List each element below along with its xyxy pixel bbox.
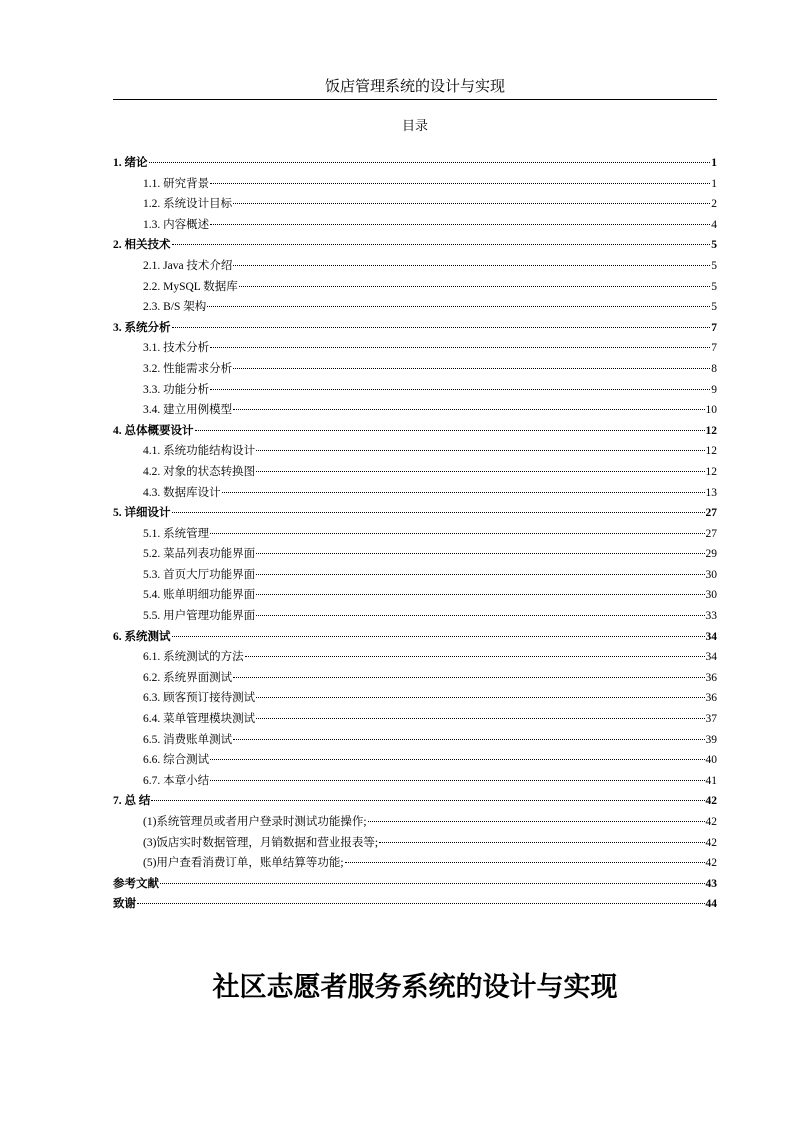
toc-page-number: 34 (705, 651, 717, 664)
toc-section-entry[interactable] (113, 175, 717, 196)
toc-page-number: 30 (705, 568, 717, 581)
toc-page-number: 27 (705, 507, 717, 520)
toc-section-entry[interactable] (113, 257, 717, 278)
toc-section-entry[interactable] (113, 278, 717, 299)
toc-dot-leader (172, 244, 711, 245)
toc-entry-label: 2.2. MySQL 数据库 (143, 280, 238, 293)
toc-dot-leader (233, 265, 710, 266)
toc-section-entry[interactable] (113, 216, 717, 237)
toc-page-number: 42 (705, 857, 717, 870)
toc-entry-label: 5.1. 系统管理 (143, 527, 210, 540)
toc-dot-leader (210, 224, 710, 225)
toc-entry-label: 1.2. 系统设计目标 (143, 198, 233, 211)
toc-dot-leader (195, 430, 705, 431)
toc-page-number: 33 (705, 610, 717, 623)
toc-page-number: 37 (705, 713, 717, 726)
toc-chapter-entry[interactable] (113, 895, 717, 916)
toc-section-entry[interactable] (113, 689, 717, 710)
toc-entry-label: 4.3. 数据库设计 (143, 486, 221, 499)
toc-page-number: 12 (705, 424, 717, 437)
toc-entry-label: 参考文献 (113, 877, 159, 890)
toc-page-number: 12 (705, 445, 717, 458)
toc-section-entry[interactable] (113, 772, 717, 793)
toc-entry-label: 5.2. 菜品列表功能界面 (143, 548, 256, 561)
toc-section-entry[interactable] (113, 442, 717, 463)
toc-entry-label: 1. 绪论 (113, 157, 148, 169)
toc-section-entry[interactable] (113, 360, 717, 381)
toc-entry-label: 5.4. 账单明细功能界面 (143, 589, 256, 602)
toc-section-entry[interactable] (113, 525, 717, 546)
toc-dot-leader (256, 697, 704, 698)
toc-dot-leader (149, 162, 711, 163)
toc-dot-leader (256, 594, 704, 595)
toc-entry-label: 2.3. B/S 架构 (143, 301, 207, 314)
toc-dot-leader (210, 389, 710, 390)
toc-dot-leader (207, 306, 710, 307)
toc-page-number: 39 (705, 733, 717, 746)
toc-page-number: 5 (711, 280, 717, 293)
toc-section-entry[interactable] (113, 710, 717, 731)
toc-dot-leader (172, 636, 705, 637)
toc-page-number: 36 (705, 671, 717, 684)
toc-entry-label: 6.4. 菜单管理模块测试 (143, 713, 256, 726)
toc-chapter-entry[interactable] (113, 792, 717, 813)
toc-page-number: 27 (705, 527, 717, 540)
toc-dot-leader (210, 183, 710, 184)
toc-page-number: 12 (705, 465, 717, 478)
toc-dot-leader (256, 471, 704, 472)
toc-chapter-entry[interactable] (113, 236, 717, 257)
toc-dot-leader (239, 286, 710, 287)
toc-section-entry[interactable] (113, 731, 717, 752)
toc-page-number: 10 (705, 404, 717, 417)
header-rule (113, 99, 717, 100)
toc-section-entry[interactable] (113, 669, 717, 690)
toc-section-entry[interactable] (113, 339, 717, 360)
toc-page-number: 1 (711, 157, 717, 169)
toc-entry-label: 6. 系统测试 (113, 630, 171, 643)
toc-page-number: 30 (705, 589, 717, 602)
toc-page-number: 41 (705, 774, 717, 787)
toc-section-entry[interactable] (113, 566, 717, 587)
toc-dot-leader (222, 492, 705, 493)
toc-section-entry[interactable] (113, 381, 717, 402)
toc-chapter-entry[interactable] (113, 504, 717, 525)
toc-dot-leader (137, 903, 705, 904)
table-of-contents (113, 154, 717, 916)
toc-page-number: 7 (711, 321, 717, 334)
toc-entry-label: (1)系统管理员或者用户登录时测试功能操作; (143, 816, 367, 828)
toc-page-number: 43 (705, 877, 717, 890)
toc-dot-leader (379, 842, 704, 843)
toc-page-number: 13 (705, 486, 717, 499)
toc-dot-leader (245, 656, 705, 657)
toc-dot-leader (160, 883, 705, 884)
toc-page-number: 7 (711, 342, 717, 355)
toc-dot-leader (172, 512, 705, 513)
toc-page-number: 42 (705, 795, 717, 808)
running-header: 饭店管理系统的设计与实现 (324, 79, 505, 95)
toc-page-number: 40 (705, 754, 717, 767)
toc-entry-label: 4.2. 对象的状态转换图 (143, 465, 256, 478)
toc-entry-label: 6.3. 顾客预订接待测试 (143, 692, 256, 705)
toc-entry-label: (3)饭店实时数据管理，月销数据和营业报表等; (143, 836, 379, 849)
toc-page-number: 44 (705, 898, 717, 911)
toc-section-entry[interactable] (113, 751, 717, 772)
toc-entry-label: 6.6. 综合测试 (143, 754, 210, 767)
toc-page-number: 34 (705, 630, 717, 643)
toc-entry-label: 5.5. 用户管理功能界面 (143, 610, 256, 623)
toc-dot-leader (256, 450, 704, 451)
toc-entry-label: 3.2. 性能需求分析 (143, 362, 233, 375)
toc-entry-label: 4. 总体概要设计 (113, 424, 194, 437)
toc-section-entry[interactable] (113, 195, 717, 216)
toc-section-entry[interactable] (113, 463, 717, 484)
toc-entry-label: 2.1. Java 技术介绍 (143, 259, 233, 272)
toc-dot-leader (151, 800, 704, 801)
toc-entry-label: 2. 相关技术 (113, 239, 171, 252)
toc-dot-leader (233, 368, 710, 369)
toc-dot-leader (233, 203, 710, 204)
toc-entry-label: 1.3. 内容概述 (143, 218, 210, 231)
toc-dot-leader (233, 739, 704, 740)
toc-section-entry[interactable] (113, 813, 717, 834)
toc-section-entry[interactable] (113, 484, 717, 505)
toc-dot-leader (256, 718, 704, 719)
toc-page-number: 29 (705, 548, 717, 561)
toc-entry-label: 6.1. 系统测试的方法 (143, 651, 244, 664)
toc-page-number: 5 (711, 301, 717, 314)
toc-section-entry[interactable] (113, 401, 717, 422)
document-title: 社区志愿者服务系统的设计与实现 (212, 972, 618, 1003)
toc-entry-label: 3.4. 建立用例模型 (143, 404, 233, 417)
toc-chapter-entry[interactable] (113, 628, 717, 649)
toc-entry-label: 4.1. 系统功能结构设计 (143, 445, 256, 458)
toc-dot-leader (210, 780, 704, 781)
toc-dot-leader (172, 327, 711, 328)
toc-section-entry[interactable] (113, 607, 717, 628)
toc-page-number: 42 (705, 836, 717, 849)
toc-section-entry[interactable] (113, 648, 717, 669)
toc-dot-leader (210, 347, 710, 348)
toc-dot-leader (256, 615, 704, 616)
toc-page-number: 5 (711, 259, 717, 272)
toc-page-number: 1 (711, 177, 717, 190)
toc-section-entry[interactable] (113, 545, 717, 566)
toc-page-number: 2 (711, 198, 717, 211)
toc-page-number: 8 (711, 362, 717, 375)
toc-dot-leader (368, 821, 705, 822)
toc-page-number: 9 (711, 383, 717, 396)
toc-page-number: 5 (711, 239, 717, 252)
toc-dot-leader (345, 862, 705, 863)
toc-section-entry[interactable] (113, 834, 717, 855)
toc-chapter-entry[interactable] (113, 154, 717, 175)
toc-entry-label: 3.3. 功能分析 (143, 383, 210, 396)
toc-dot-leader (256, 574, 704, 575)
toc-entry-label: 致谢 (113, 898, 136, 911)
toc-entry-label: 7. 总 结 (113, 795, 151, 808)
toc-page-number: 36 (705, 692, 717, 705)
toc-entry-label: 5.3. 首页大厅功能界面 (143, 568, 256, 581)
toc-chapter-entry[interactable] (113, 319, 717, 340)
toc-entry-label: 1.1. 研究背景 (143, 177, 210, 190)
toc-entry-label: 3.1. 技术分析 (143, 342, 210, 355)
toc-page-number: 4 (711, 218, 717, 231)
toc-dot-leader (233, 677, 704, 678)
toc-section-entry[interactable] (113, 854, 717, 875)
toc-dot-leader (210, 759, 704, 760)
toc-entry-label: 3. 系统分析 (113, 321, 171, 334)
toc-heading: 目录 (401, 118, 428, 133)
toc-entry-label: 6.5. 消费账单测试 (143, 733, 233, 746)
toc-page-number: 42 (705, 816, 717, 828)
toc-dot-leader (210, 533, 704, 534)
toc-entry-label: (5)用户查看消费订单，账单结算等功能; (143, 857, 344, 870)
toc-entry-label: 6.7. 本章小结 (143, 774, 210, 787)
toc-section-entry[interactable] (113, 298, 717, 319)
toc-dot-leader (233, 409, 704, 410)
toc-chapter-entry[interactable] (113, 875, 717, 896)
toc-section-entry[interactable] (113, 586, 717, 607)
toc-entry-label: 6.2. 系统界面测试 (143, 671, 233, 684)
toc-entry-label: 5. 详细设计 (113, 507, 171, 520)
toc-chapter-entry[interactable] (113, 422, 717, 443)
toc-dot-leader (256, 553, 704, 554)
